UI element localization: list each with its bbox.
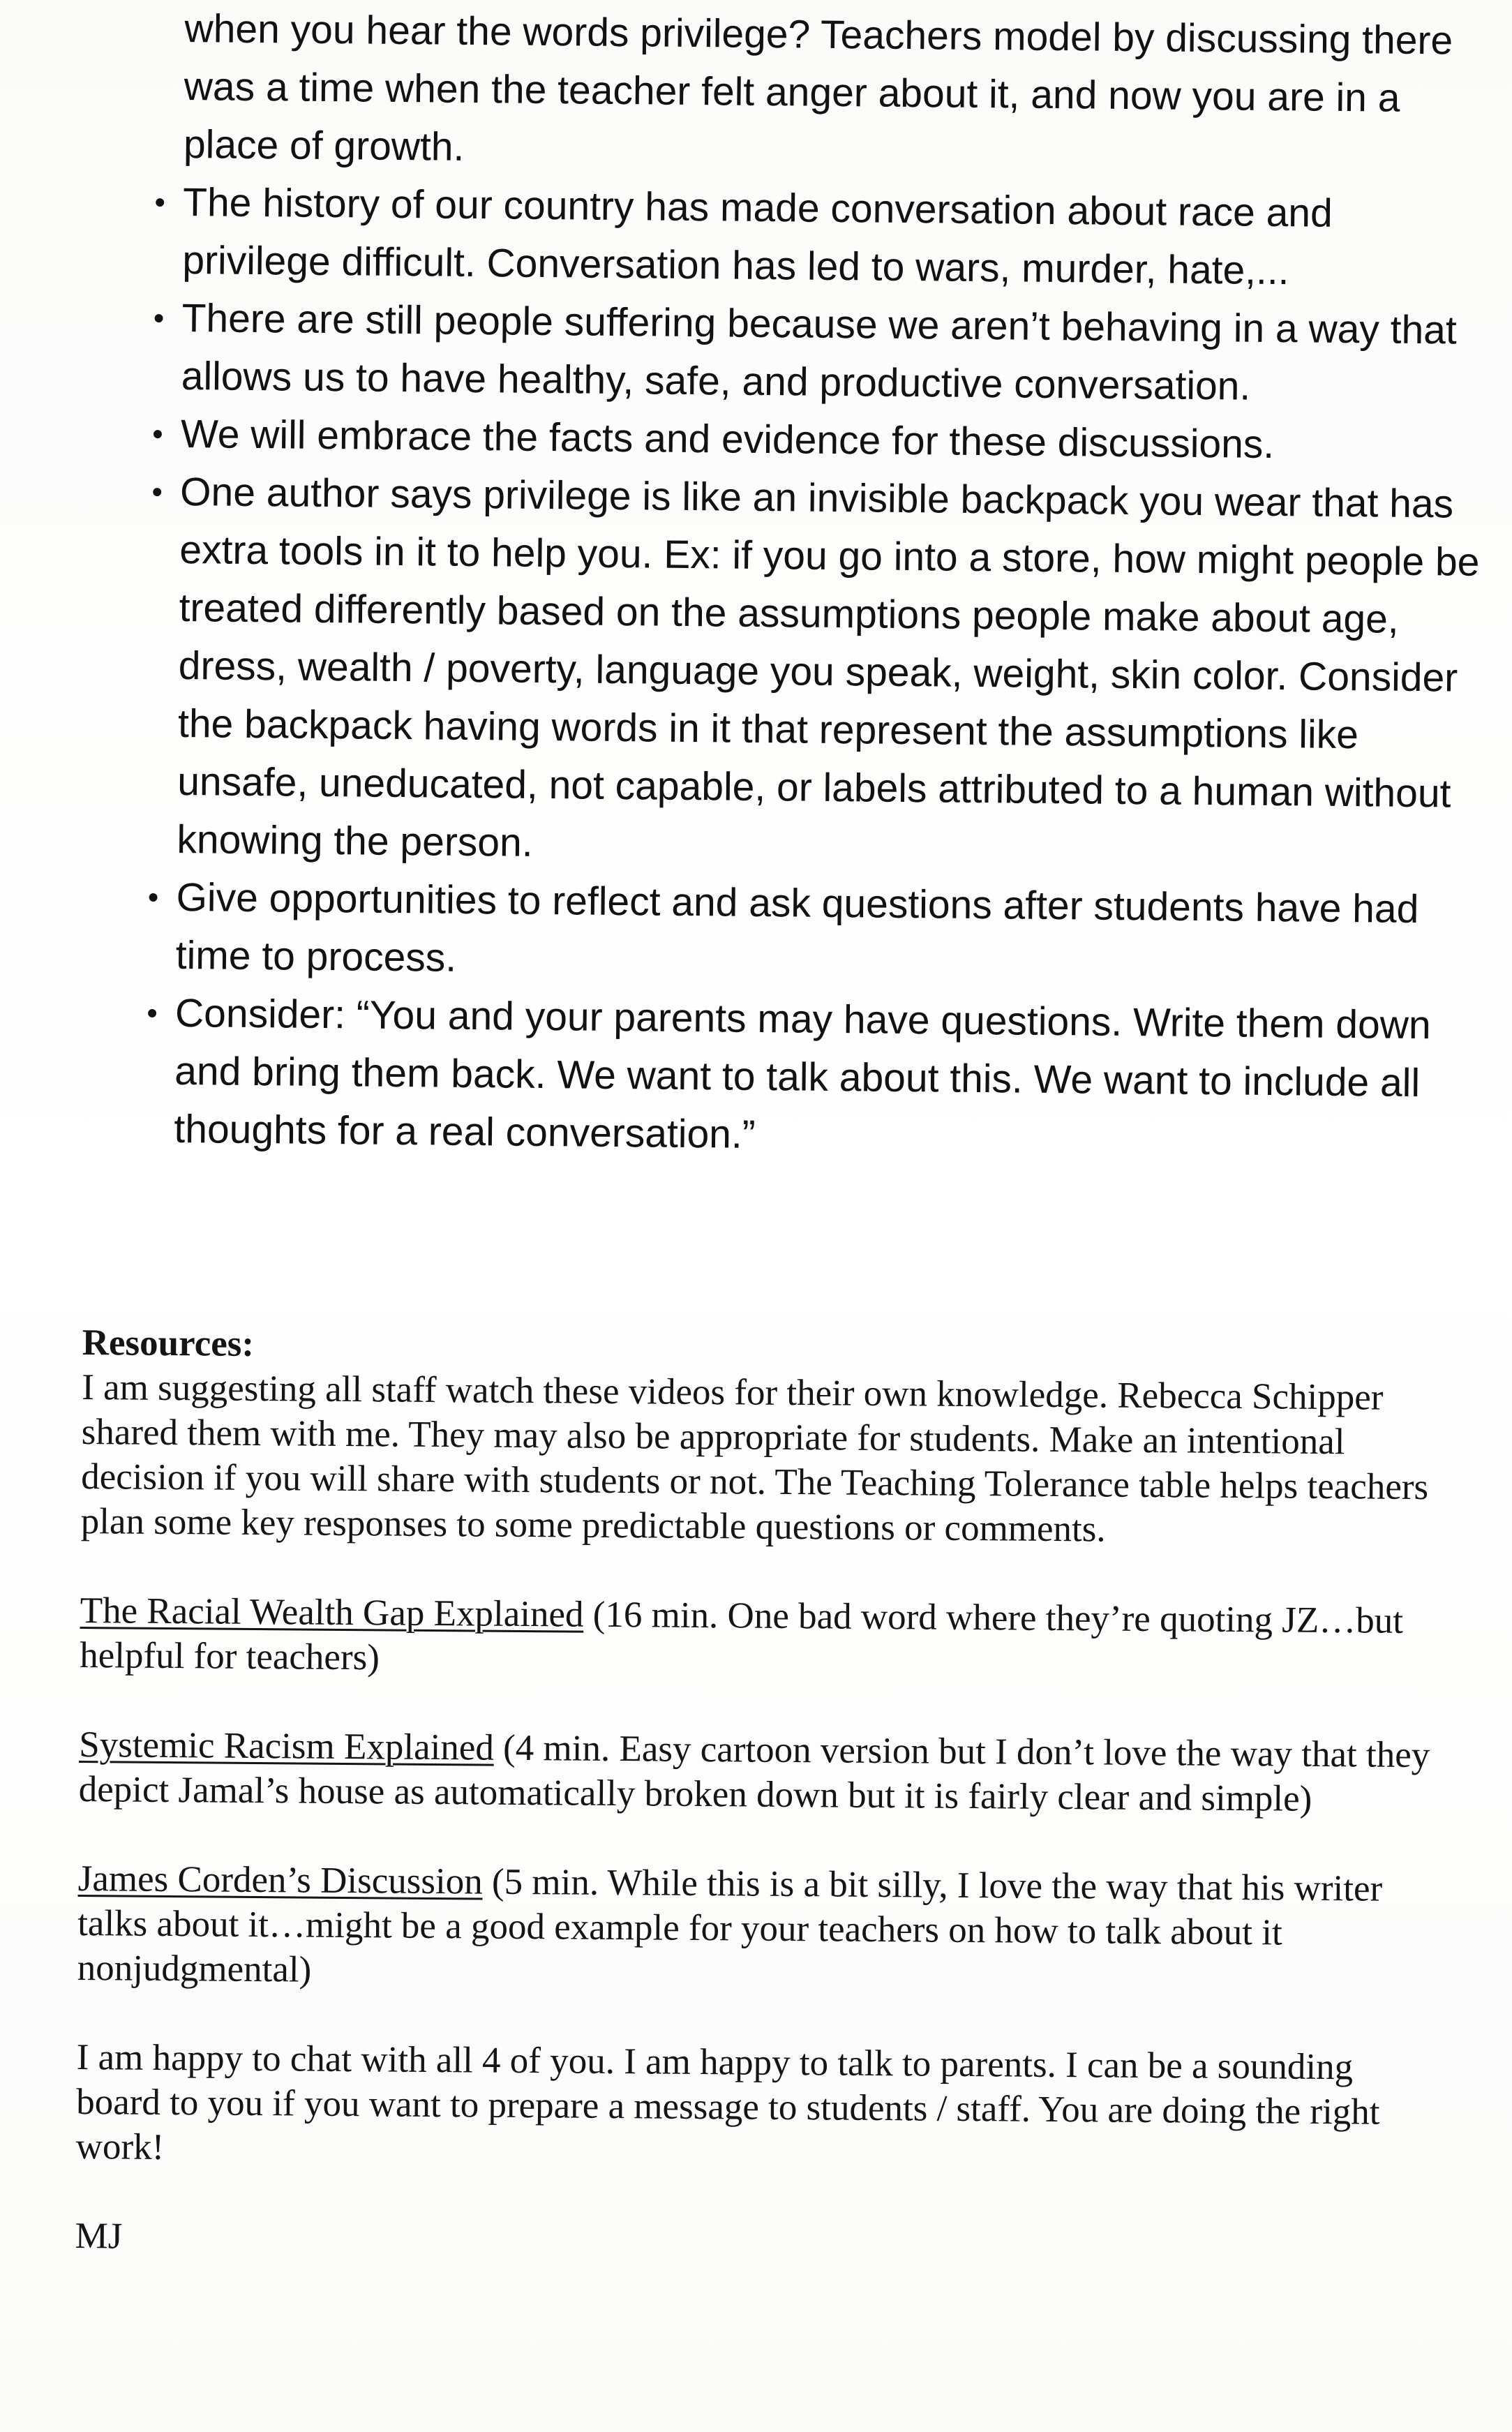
video-link-racial-wealth-gap[interactable]: The Racial Wealth Gap Explained (80, 1590, 584, 1635)
resources-heading: Resources: (82, 1322, 255, 1364)
closing-paragraph: I am happy to chat with all 4 of you. I am happy to talk to parents. I can be a sounding board to you if you want to prepare a message to students / staff. You are doing the right work! (75, 2036, 1380, 2168)
bullet-item (153, 290, 1487, 418)
resources-section (75, 1320, 1449, 2269)
bullet-item (151, 463, 1485, 881)
bullet-dot-icon: • (147, 880, 159, 915)
bullet-dot-icon: • (152, 417, 163, 452)
video-entry (78, 1722, 1446, 1822)
video-note: (4 min. Easy cartoon version but I don’t love the way that they depict Jamal’s house as automatically broken down but it is fairly clear and simple) (78, 1727, 1430, 1819)
video-note: (5 min. While this is a bit silly, I love the way that his writer talks about it…might be a good example for your teachers on how to talk about it nonjudgmental) (77, 1861, 1383, 1990)
video-entry (80, 1588, 1448, 1688)
bullet-dot-icon: • (147, 996, 158, 1031)
signature: MJ (75, 2215, 123, 2257)
bullet-item (147, 869, 1481, 997)
resources-intro: I am suggesting all staff watch these videos for their own knowledge. Rebecca Schipper shared them with me. They may also be appropriate for students. Make an intentional decision if you will share with students or not. The Teaching Tolerance table helps teachers plan some key responses to some predictable questions or comments. (80, 1366, 1429, 1550)
bullet-dot-icon: • (151, 475, 163, 509)
video-link-systemic-racism[interactable]: Systemic Racism Explained (78, 1724, 495, 1768)
bullet-section (147, 0, 1490, 1171)
bullet-dot-icon: • (153, 301, 165, 336)
bullet-text: We will embrace the facts and evidence for these discussions. (180, 411, 1275, 468)
bullet-text: One author says privilege is like an invisible backpack you wear that has extra tools in it to help you. Ex: if you go into a store, how might people be treated differently based on the assumptions people make about age, dress, wealth / poverty, language you speak, weight, skin color. Consider the backpack having words in it that represent the assumptions like unsafe, uneducated, not capable, or labels attributed to a human without knowing the person. (177, 469, 1480, 865)
video-link-james-corden[interactable]: James Corden’s Discussion (77, 1858, 483, 1902)
bullet-item (147, 985, 1480, 1171)
video-note: (16 min. One bad word where they’re quoting JZ…but helpful for teachers) (80, 1594, 1404, 1678)
bullet-text: Consider: “You and your parents may have questions. Write them down and bring them back. We want to talk about this. We want to include all thoughts for a real conversation.” (174, 990, 1431, 1157)
bullet-list (147, 174, 1488, 1171)
lead-paragraph: when you hear the words privilege? Teachers model by discussing there was a time when the teacher felt anger about it, and now you are in a place of growth. (183, 6, 1453, 170)
bullet-text: There are still people suffering because we aren’t behaving in a way that allows us to have healthy, safe, and productive conversation. (181, 295, 1458, 409)
video-entry (77, 1856, 1445, 2001)
bullet-item (154, 174, 1488, 302)
bullet-dot-icon: • (154, 185, 166, 220)
bullet-text: The history of our country has made conversation about race and privilege difficult. Conversation has led to wars, murder, hate,... (182, 179, 1333, 294)
bullet-text: Give opportunities to reflect and ask questions after students have had time to process. (175, 874, 1419, 980)
